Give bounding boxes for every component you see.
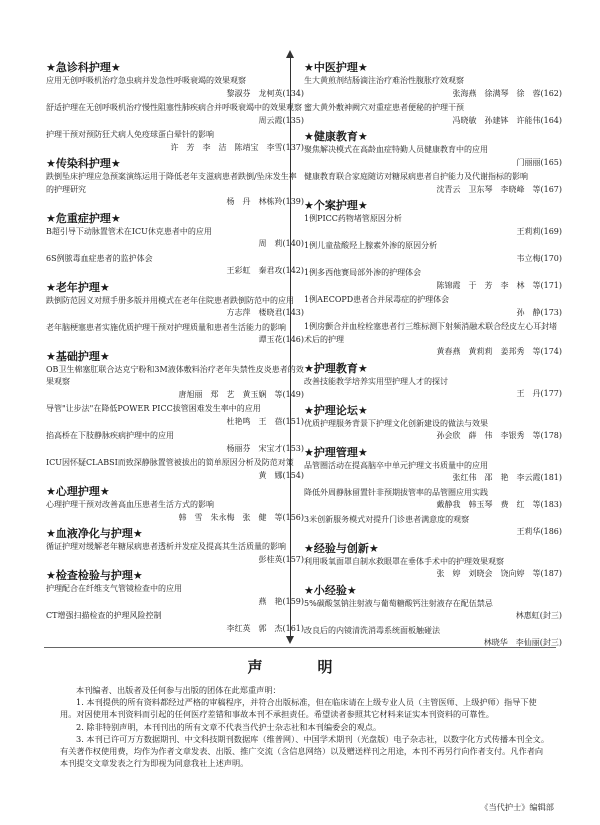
entry-authors-page: 张红伟 邵 艳 李云霞(181): [452, 473, 562, 482]
entry-title: 心理护理干预对改善高血压患者生活方式的影响: [46, 500, 214, 509]
entry-title: 老年脑梗塞患者实施优质护理干预对护理质量和患者生活能力的影响: [46, 322, 286, 332]
toc-entry[interactable]: [304, 556, 562, 581]
section-title: ★健康教育★: [304, 130, 368, 143]
entry-authors-page: 唐旭丽 郑 艺 黄玉娴 等(149): [178, 389, 304, 399]
entry-authors-page: 杨丽芬 宋宝才(153): [226, 443, 304, 453]
entry-authors-page: 林惠虹(封三): [515, 611, 562, 620]
entry-title: 掐高桥在下肢静脉疾病护理中的应用: [46, 431, 174, 440]
toc-section: [304, 445, 562, 539]
entry-title: 循证护理对缓解老年糖尿病患者透析并发症及提高其生活质量的影响: [46, 542, 286, 551]
toc-section: [46, 280, 304, 347]
entry-title: 护理干预对预防狂犬病人免疫球蛋白晕针的影响: [46, 130, 214, 139]
section-title: ★基础护理★: [46, 349, 110, 363]
entry-authors-page: 冯晓敏 孙建钵 许能伟(164): [452, 115, 562, 125]
toc-section: [304, 129, 562, 196]
toc-entry[interactable]: [46, 295, 304, 320]
entry-title: 改善技能教学培养实用型护理人才的探讨: [304, 376, 448, 386]
section-title: ★中医护理★: [304, 61, 368, 74]
toc-section: [304, 198, 562, 359]
toc-entry[interactable]: [304, 171, 562, 196]
section-title: ★传染科护理★: [46, 157, 121, 170]
toc-entry[interactable]: [304, 102, 562, 127]
entry-authors-page: 王莉华(186): [516, 527, 562, 536]
arrow-down-icon: [286, 636, 294, 644]
entry-title: 改良后的内镜清洗消毒系统面板触碰法: [304, 625, 440, 635]
entry-authors-page: 陈锦霞 于 芳 李 林 等(171): [436, 280, 562, 290]
toc-left-column: [46, 60, 304, 637]
entry-authors-page: 杨 丹 林栋羚(139): [226, 197, 304, 206]
toc-entry[interactable]: [46, 102, 304, 127]
entry-title: 应用无创呼吸机治疗急虫病并发急性呼吸衰竭的效果观察: [46, 76, 246, 85]
entry-title: 护理配合在纤维支气管镜检查中的应用: [46, 584, 182, 593]
toc-section: [46, 211, 304, 278]
entry-title: 跌倒防范因义对照手册多版并用模式在老年住院患者跌倒防范中的应用: [46, 295, 294, 305]
entry-title: 降低外周静脉留置针非预期拔管率的品管圈应用实践: [304, 487, 488, 497]
toc-section: [304, 403, 562, 443]
statement-title: 声 明: [247, 658, 353, 676]
entry-authors-page: 周 莉(140): [258, 239, 304, 248]
entry-title: 跌倒坠床护理应急预案演练运用于降低老年支滋病患者跌倒/坠床发生率的护理研究: [46, 172, 297, 194]
section-title: ★小经验★: [304, 583, 357, 597]
toc-entry[interactable]: [304, 460, 562, 485]
toc-section: [46, 349, 304, 483]
toc-entry[interactable]: [304, 598, 562, 623]
toc-entry[interactable]: [46, 403, 304, 428]
toc-entry[interactable]: [46, 171, 304, 209]
entry-authors-page: 林晓华 李仙丽(封三): [483, 638, 562, 647]
section-title: ★血液净化与护理★: [46, 527, 143, 540]
entry-authors-page: 李红英 郭 杰(161): [226, 623, 304, 633]
statement-body: [60, 684, 550, 769]
statement-paragraph: 3. 本刊已许可万方数据期刊、中文科技期刊数据库（维普网）、中国学术期刊（光盘版）电子杂志社，以数字化方式传播本刊全文。有关著作权使用费，均作为作者文章发表、出版、推广交流（含信息网络）以及赠送样刊之用途，本刊不再另行向作者支付。凡作者向本刊提交文章发表之行为即视为同意我社上述声明。: [60, 733, 550, 769]
entry-authors-page: 戴静我 韩玉琴 费 红 等(183): [436, 500, 562, 509]
entry-title: OB卫生棉塞肛联合达克宁粉和3M液体敷料治疗老年失禁性皮炎患者的效果观察: [46, 364, 304, 386]
entry-authors-page: 谭玉花(146): [258, 335, 304, 344]
toc-section: [304, 541, 562, 581]
section-title: ★护理论坛★: [304, 403, 368, 417]
section-rule: [44, 647, 556, 648]
entry-authors-page: 韦立梅(170): [516, 253, 562, 263]
toc-entry[interactable]: [304, 144, 562, 169]
entry-title: 蜜大黄外敷神阙穴对重症患者便秘的护理干预: [304, 103, 464, 112]
section-title: ★经验与创新★: [304, 541, 379, 555]
toc-entry[interactable]: [46, 75, 304, 100]
toc-entry[interactable]: [304, 213, 562, 238]
entry-authors-page: 杜艳鸣 王 蓓(151): [226, 416, 304, 426]
entry-authors-page: 张海燕 徐满琴 徐 蓉(162): [452, 88, 562, 98]
toc-entry[interactable]: [46, 499, 304, 524]
toc-entry[interactable]: [46, 129, 304, 154]
entry-authors-page: 王 丹(177): [516, 389, 562, 398]
toc-entry[interactable]: [46, 364, 304, 402]
toc-entry[interactable]: [46, 457, 304, 482]
toc-entry[interactable]: [304, 240, 562, 265]
toc-entry[interactable]: [304, 418, 562, 443]
toc-entry[interactable]: [304, 625, 562, 650]
entry-authors-page: 王莉莉(169): [516, 226, 562, 236]
section-title: ★老年护理★: [46, 280, 110, 294]
entry-title: 5%碳酸氢钠注射液与葡萄糖酸钙注射液存在配伍禁忌: [304, 598, 493, 608]
toc-section: [304, 583, 562, 650]
entry-title: 1例儿童盐酸羟上腺素外渗的原因分析: [304, 241, 438, 250]
toc-entry[interactable]: [304, 267, 562, 292]
toc-entry[interactable]: [46, 226, 304, 251]
entry-title: B超引导下动脉置管术在ICU休克患者中的应用: [46, 226, 212, 236]
toc-section: [304, 60, 562, 127]
entry-authors-page: 韩 雪 朱永梅 张 健 等(156): [178, 512, 304, 522]
toc-entry[interactable]: [46, 253, 304, 278]
entry-authors-page: 孙会欣 薛 伟 李银秀 等(178): [436, 431, 562, 440]
statement-paragraph: 2. 除非特别声明，本刊刊出的所有文章不代表当代护士杂志社和本刊编委会的观点。: [76, 721, 382, 732]
toc-entry[interactable]: [304, 75, 562, 100]
toc-right-column: [304, 60, 562, 652]
entry-title: 优质护理服务背景下护理文化创新建设的做法与效果: [304, 418, 488, 428]
toc-entry[interactable]: [46, 610, 304, 635]
toc-section: [46, 484, 304, 524]
statement-paragraph: 1. 本刊提供的所有资料都经过严格的审稿程序，并符合出版标准，但在临床请在上级专业人员（主管医师、上级护师）指导下使用。对因使用本刊资料而引起的任何医疗差错和事故本刊不承担责任。希望读者参照其它材料来证实本刊资料的可靠性。: [60, 697, 537, 720]
section-title: ★护理教育★: [304, 361, 368, 375]
toc-section: [46, 156, 304, 209]
entry-title: 聚焦解决模式在高龄血症特勤人员健康教育中的应用: [304, 145, 488, 154]
entry-authors-page: 黎淑芬 龙柯英(134): [226, 88, 304, 98]
section-title: ★个案护理★: [304, 199, 368, 212]
entry-authors-page: 黄 娜(154): [258, 470, 304, 480]
entry-authors-page: 王彩虹 秦君攻(142): [226, 266, 304, 275]
statement-paragraph: 本刊编者、出版者及任何参与出版的团体在此郑重声明：: [76, 685, 281, 695]
entry-authors-page: 黄春燕 黄莉莉 姜邦秀 等(174): [436, 347, 562, 356]
toc-entry[interactable]: [46, 583, 304, 608]
entry-title: 1例PICC药物堵管原因分析: [304, 214, 402, 223]
entry-authors-page: 张 婷 刘晓会 饶向婷 等(187): [436, 569, 562, 578]
entry-title: 1例房颤合并血栓栓塞患者行三维标测下射频消融术联合经皮左心耳封堵术后的护理: [304, 322, 558, 344]
entry-title: 6S例脓毒血症患者的监护体会: [46, 253, 153, 263]
section-title: ★护理管理★: [304, 445, 368, 459]
entry-authors-page: 沈青云 卫东琴 李晓峰 等(167): [436, 184, 562, 194]
entry-title: 导管"让步法"在降低POWER PICC拔管困难发生率中的应用: [46, 404, 261, 413]
toc-entry[interactable]: [304, 376, 562, 401]
toc-entry[interactable]: [304, 514, 562, 539]
section-title: ★检查检验与护理★: [46, 569, 143, 582]
entry-authors-page: 门丽丽(165): [516, 157, 562, 167]
entry-authors-page: 周云霞(135): [258, 115, 304, 125]
entry-authors-page: 彭桂英(157): [258, 554, 304, 564]
toc-section: [46, 60, 304, 154]
entry-title: 3米创新服务模式对提升门诊患者满意度的观察: [304, 514, 470, 524]
toc-section: [304, 361, 562, 401]
entry-title: 1例AECOPD患者合并尿毒症的护理体会: [304, 295, 450, 304]
toc-entry[interactable]: [46, 322, 304, 347]
statement-signature: 《当代护士》编辑部: [480, 802, 554, 812]
entry-authors-page: 燕 艳(159): [258, 596, 304, 606]
section-title: ★急诊科护理★: [46, 61, 121, 74]
toc-entry[interactable]: [46, 430, 304, 455]
entry-title: 舒适护理在无创呼吸机治疗慢性阻塞性肺疾病合并呼吸衰竭中的效果观察: [46, 103, 302, 112]
toc-entry[interactable]: [304, 321, 562, 359]
entry-title: 利用吸氧面罩自制水救眼罩在垂体手术中的护理效果观察: [304, 556, 504, 566]
toc-entry[interactable]: [46, 541, 304, 566]
entry-title: 品管圈活动在提高脑卒中单元护理文书质量中的应用: [304, 460, 488, 470]
toc-section: [46, 568, 304, 635]
entry-title: 1例多西他赛局部外渗的护理体会: [304, 268, 422, 277]
entry-authors-page: 许 芳 李 洁 陈靖宝 李雪(137): [170, 142, 304, 152]
toc-entry[interactable]: [304, 294, 562, 319]
toc-entry[interactable]: [304, 487, 562, 512]
entry-title: CT增强扫描检查的护理风险控制: [46, 611, 162, 620]
entry-authors-page: 方志萍 楼晓君(143): [226, 308, 304, 317]
entry-title: ICU因怀疑CLABSI而致深静脉置管被拔出的简单原因分析及防范对策: [46, 458, 294, 467]
section-title: ★心理护理★: [46, 485, 110, 498]
toc-section: [46, 526, 304, 566]
entry-authors-page: 孙 静(173): [516, 307, 562, 317]
entry-title: 健康教育联合家庭随访对糖尿病患者自护能力及代谢指标的影响: [304, 172, 528, 181]
entry-title: 生大黄煎剂结肠滴注治疗难治性腹胀疗效观察: [304, 76, 464, 85]
section-title: ★危重症护理★: [46, 211, 121, 225]
